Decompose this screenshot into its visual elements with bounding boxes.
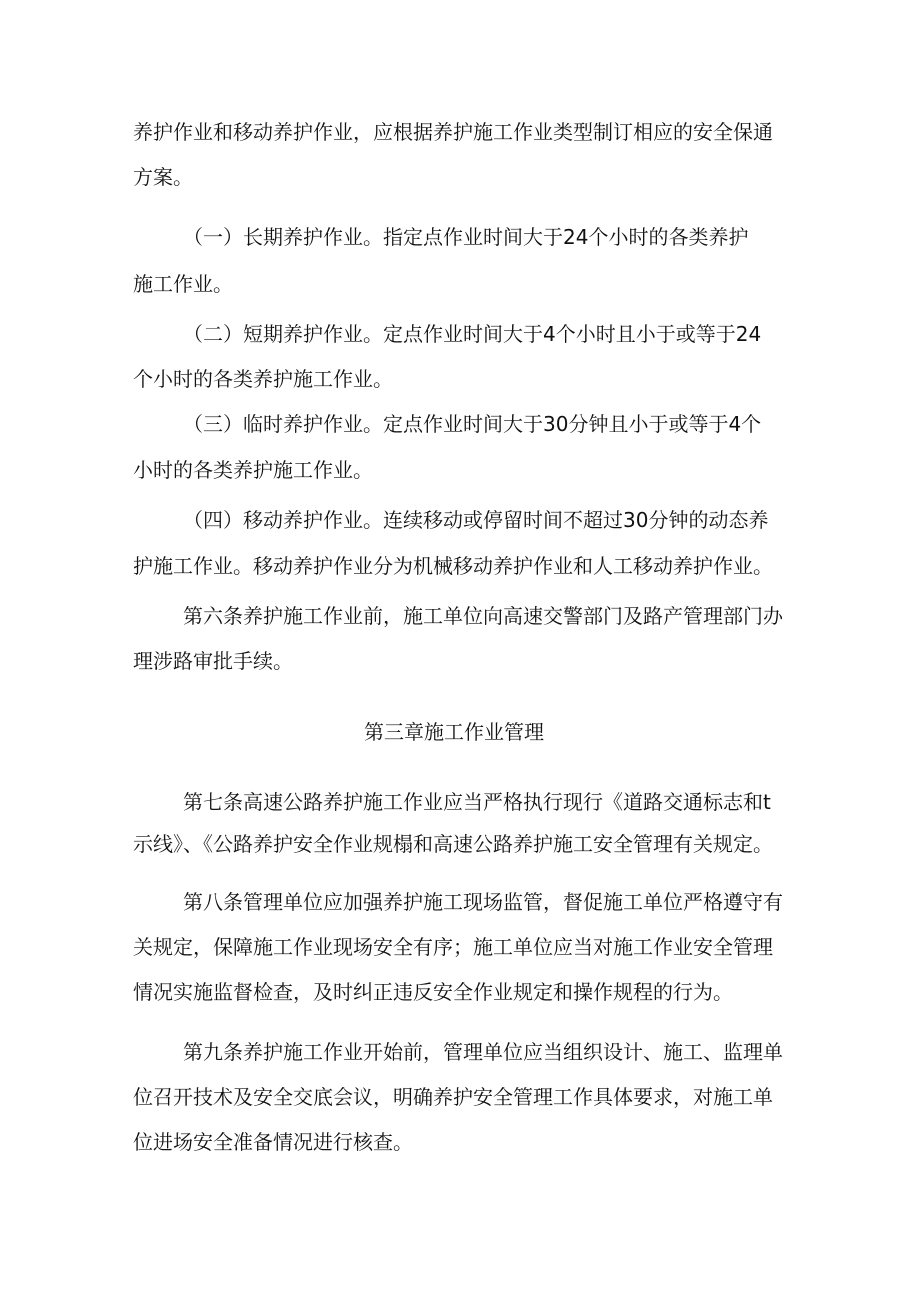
- text-line-14: 第七条高速公路养护施工作业应当严格执行现行《道路交通标志和t: [183, 790, 771, 814]
- text-line-9: （四）移动养护作业。连续移动或停留时间不超过30分钟的动态养: [183, 508, 769, 532]
- text-line-12: 理涉路审批手续。: [133, 649, 293, 673]
- text-line-11: 第六条养护施工作业前，施工单位向高速交警部门及路产管理部门办: [183, 604, 783, 628]
- text-line-20: 位召开技术及安全交底会议，明确养护安全管理工作具体要求，对施工单: [133, 1085, 773, 1109]
- text-line-1: 养护作业和移动养护作业，应根据养护施工作业类型制订相应的安全保通: [133, 120, 773, 144]
- text-line-15: 示线》、《公路养护安全作业规榻和高速公路养护施工安全管理有关规定。: [133, 832, 773, 856]
- text-line-17: 关规定，保障施工作业现场安全有序；施工单位应当对施工作业安全管理: [133, 935, 773, 959]
- text-line-19: 第九条养护施工作业开始前，管理单位应当组织设计、施工、监理单: [183, 1040, 783, 1064]
- text-line-6: 个小时的各类养护施工作业。: [133, 367, 393, 391]
- text-line-4: 施工作业。: [133, 272, 233, 296]
- text-line-21: 位进场安全准备情况进行核查。: [133, 1130, 413, 1154]
- text-line-3: （一）长期养护作业。指定点作业时间大于24个小时的各类养护: [183, 225, 749, 249]
- text-line-2: 方案。: [133, 165, 193, 189]
- text-line-8: 小时的各类养护施工作业。: [133, 458, 373, 482]
- text-line-10: 护施工作业。移动养护作业分为机械移动养护作业和人工移动养护作业。: [133, 554, 773, 578]
- chapter-heading: 第三章施工作业管理: [364, 720, 544, 744]
- text-line-18: 情况实施监督检查，及时纠正违反安全作业规定和操作规程的行为。: [133, 980, 733, 1004]
- text-line-16: 第八条管理单位应加强养护施工现场监管，督促施工单位严格遵守有: [183, 890, 783, 914]
- text-line-5: （二）短期养护作业。定点作业时间大于4个小时且小于或等于24: [183, 322, 762, 346]
- text-line-7: （三）临时养护作业。定点作业时间大于30分钟且小于或等于4个: [183, 412, 762, 436]
